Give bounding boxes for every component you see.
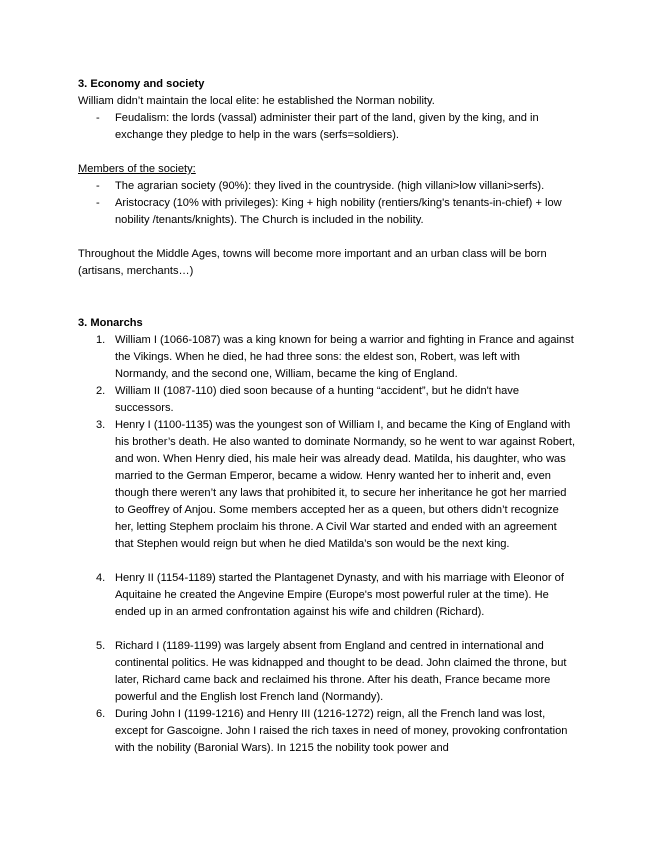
number-marker: 2. xyxy=(96,385,106,397)
economy-heading: 3. Economy and society xyxy=(78,78,205,90)
number-marker: 5. xyxy=(96,640,106,652)
list-item-text: Aristocracy (10% with privileges): King + high nobility (rentiers/king's tenants-in-chief) + low nobility /tenants/knights). The Church is included in the nobility. xyxy=(115,197,562,226)
monarchs-heading: 3. Monarchs xyxy=(78,317,143,329)
list-item-text: The agrarian society (90%): they lived in the countryside. (high villani>low villani>serfs). xyxy=(115,180,545,192)
list-item-agrarian xyxy=(96,178,576,195)
monarch-item-john-henry-iii xyxy=(96,706,576,757)
dash-marker: - xyxy=(96,180,100,192)
monarch-item-richard-i xyxy=(96,638,576,706)
number-marker: 4. xyxy=(96,572,106,584)
list-item-text: William II (1087-110) died soon because of a hunting “accident”, but he didn't have successors. xyxy=(115,385,519,414)
list-item-text: Henry II (1154-1189) started the Plantagenet Dynasty, and with his marriage with Eleonor of Aquitaine he created the Angevine Empire (Europe's most powerful ruler at the time). He ended up in an armed confrontation against his wife and children (Richard). xyxy=(115,572,564,618)
list-item-text: William I (1066-1087) was a king known for being a warrior and fighting in France and against the Vikings. When he died, he had three sons: the eldest son, Robert, was left with Normandy, and the second one, William, became the king of England. xyxy=(115,334,574,380)
monarch-item-henry-i xyxy=(96,417,576,553)
number-marker: 3. xyxy=(96,419,106,431)
dash-marker: - xyxy=(96,197,100,209)
number-marker: 1. xyxy=(96,334,106,346)
monarch-item-william-i xyxy=(96,332,576,383)
economy-intro: William didn’t maintain the local elite: he established the Norman nobility. xyxy=(78,95,435,107)
monarch-item-henry-ii xyxy=(96,570,576,621)
dash-marker: - xyxy=(96,112,100,124)
number-marker: 6. xyxy=(96,708,106,720)
towns-paragraph: Throughout the Middle Ages, towns will become more important and an urban class will be born (artisans, merchants…) xyxy=(78,248,547,277)
list-item-text: During John I (1199-1216) and Henry III (1216-1272) reign, all the French land was lost, except for Gascoigne. John I raised the rich taxes in need of money, provoking confrontation with the nobility (Baronial Wars). In 1215 the nobility took power and xyxy=(115,708,568,754)
monarch-item-william-ii xyxy=(96,383,576,417)
list-item-text: Richard I (1189-1199) was largely absent from England and centred in international and continental politics. He was kidnapped and thought to be dead. John claimed the throne, but later, Richard came back and reclaimed his throne. After his death, France became more powerful and the English lost French land (Normandy). xyxy=(115,640,567,703)
list-item-aristocracy xyxy=(96,195,576,229)
list-item-feudalism xyxy=(96,110,576,144)
list-item-text: Feudalism: the lords (vassal) administer their part of the land, given by the king, and in exchange they pledge to help in the wars (serfs=soldiers). xyxy=(115,112,539,141)
members-title: Members of the society: xyxy=(78,163,196,175)
list-item-text: Henry I (1100-1135) was the youngest son of William I, and became the King of England with his brother’s death. He also wanted to dominate Normandy, so he went to war against Robert, and won. When Henry died, his male heir was already dead. Matilda, his daughter, who was married to the German Emperor, became a widow. Henry wanted her to inherit and, even though there weren’t any laws that prohibited it, to secure her inheritance he got her married to Geoffrey of Anjou. Some members accepted her as a queen, but others didn’t recognize her, letting Stephem proclaim his throne. A Civil War started and ended with an agreement that Stephen would reign but when he died Matilda’s son would be the next king. xyxy=(115,419,576,550)
